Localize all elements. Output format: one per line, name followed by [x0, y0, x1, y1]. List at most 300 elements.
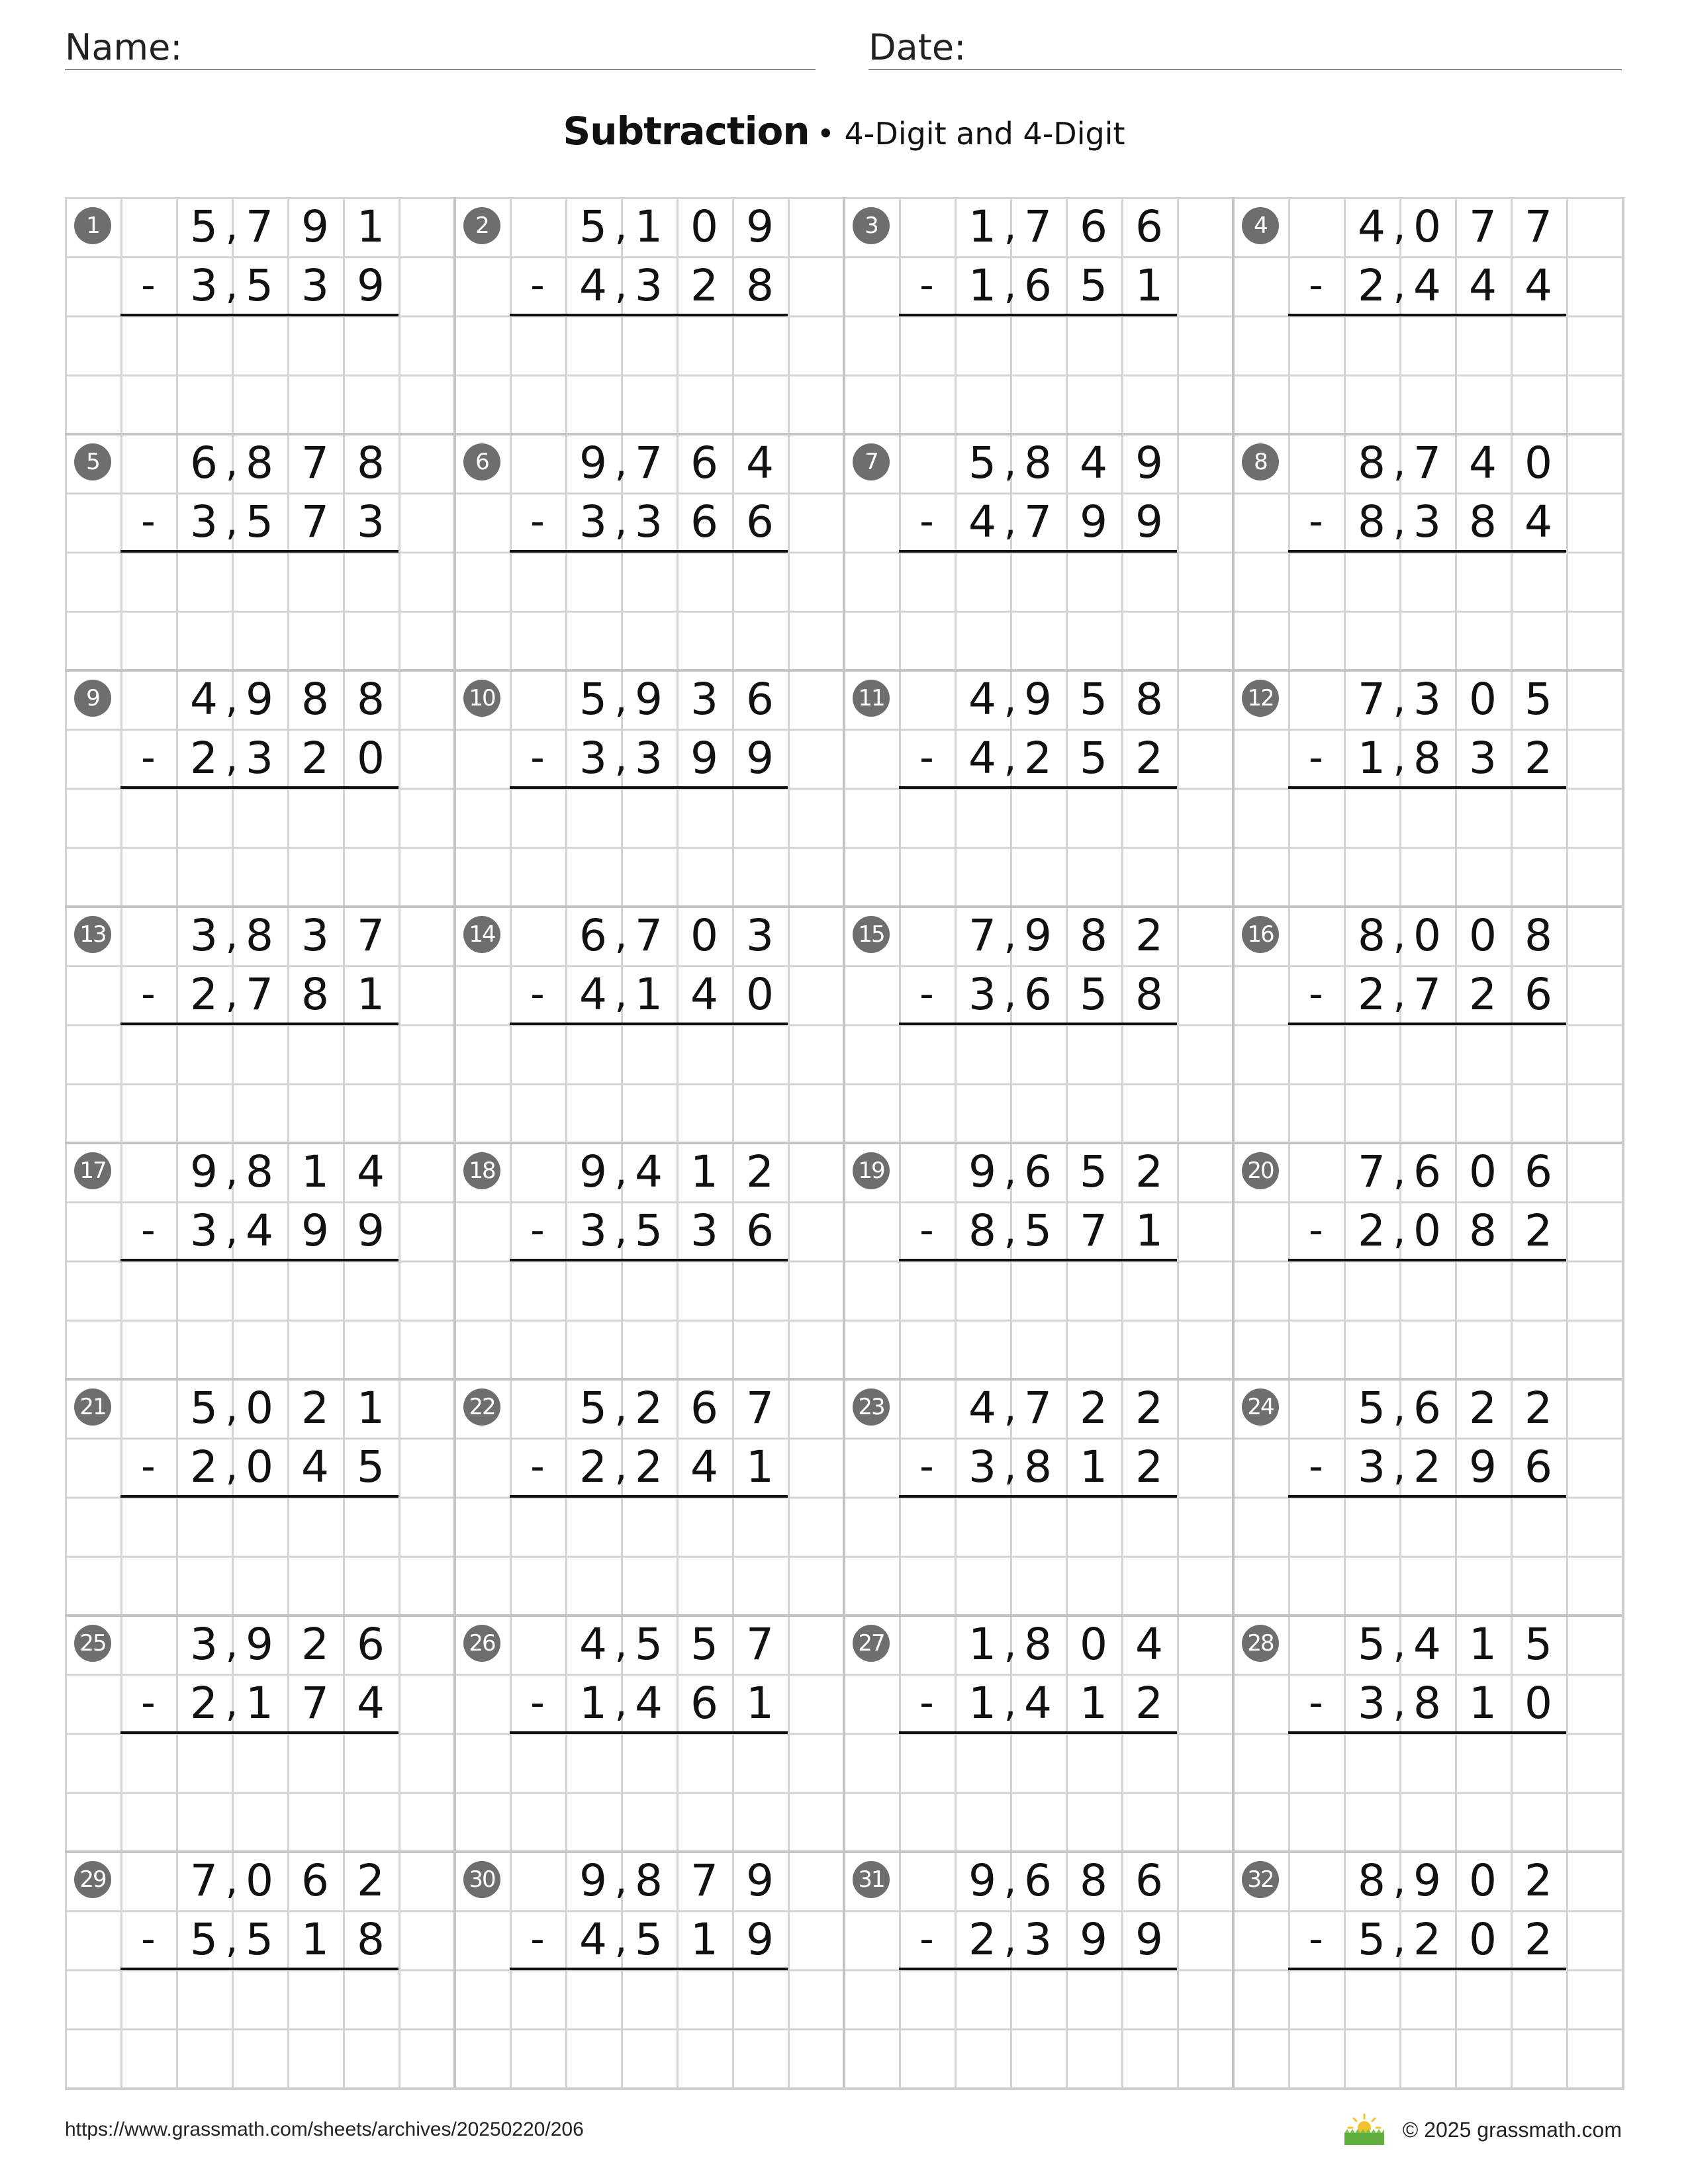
- subtrahend-digit: 2: [1524, 1914, 1552, 1966]
- subtrahend-digit: 4: [968, 496, 996, 548]
- subtrahend-digit: 4: [1413, 260, 1441, 312]
- minuend-digit: 3: [746, 910, 774, 961]
- minuend-digit: 5: [1524, 1619, 1552, 1670]
- problem-number-badge: 9: [74, 680, 111, 717]
- minuend-digit: 2: [635, 1383, 663, 1433]
- problem-number-badge: 3: [853, 207, 890, 244]
- minuend-digit: 7: [635, 910, 663, 961]
- subtrahend-digit: 3: [190, 496, 218, 548]
- subtrahend-digit: 0: [1524, 1678, 1552, 1729]
- subtrahend-comma: ,: [225, 1207, 238, 1254]
- subtrahend-digit: 9: [1135, 496, 1163, 548]
- minuend-digit: 1: [1469, 1619, 1497, 1670]
- subtrahend-digit: 3: [1469, 733, 1497, 784]
- minus-sign: -: [141, 1916, 156, 1962]
- answer-line: [120, 786, 399, 789]
- minus-sign: -: [530, 971, 545, 1017]
- subtrahend-digit: 6: [746, 1205, 774, 1257]
- minuend-digit: 8: [1358, 1855, 1385, 1906]
- minus-sign: -: [919, 1916, 934, 1962]
- subtrahend-comma: ,: [1393, 1916, 1406, 1963]
- answer-line: [899, 1495, 1177, 1498]
- subtrahend-digit: 5: [635, 1205, 663, 1257]
- subtrahend-digit: 2: [1135, 1441, 1163, 1493]
- subtrahend-digit: 5: [357, 1441, 385, 1493]
- problem-17: [65, 1142, 454, 1379]
- minuend-digit: 7: [746, 1619, 774, 1670]
- minus-sign: -: [919, 971, 934, 1017]
- minuend-digit: 5: [579, 201, 607, 252]
- subtrahend-digit: 3: [635, 260, 663, 312]
- subtrahend-digit: 4: [579, 260, 607, 312]
- subtrahend-digit: 4: [246, 1205, 273, 1257]
- problem-number-badge: 2: [463, 207, 500, 244]
- subtrahend-digit: 2: [1469, 969, 1497, 1021]
- minuend-digit: 6: [1524, 1146, 1552, 1197]
- subtrahend-digit: 3: [968, 1441, 996, 1493]
- minuend-digit: 9: [579, 437, 607, 488]
- minuend-digit: 6: [1024, 1855, 1052, 1906]
- minuend-digit: 9: [301, 201, 329, 252]
- minuend-digit: 5: [1524, 674, 1552, 725]
- problem-26: [454, 1615, 843, 1851]
- subtrahend-comma: ,: [614, 1916, 628, 1963]
- problem-number-badge: 6: [463, 443, 500, 480]
- minuend-comma: ,: [1004, 912, 1017, 958]
- problem-number-badge: 25: [74, 1625, 111, 1662]
- subtrahend-digit: 5: [1080, 969, 1107, 1021]
- minuend-digit: 2: [1469, 1383, 1497, 1433]
- minuend-digit: 8: [1080, 1855, 1107, 1906]
- minuend-comma: ,: [614, 203, 628, 250]
- minuend-comma: ,: [1393, 1857, 1406, 1903]
- minuend-comma: ,: [225, 912, 238, 958]
- problem-number-badge: 20: [1242, 1152, 1279, 1189]
- problem-10: [454, 670, 843, 906]
- subtrahend-digit: 1: [968, 1678, 996, 1729]
- minuend-comma: ,: [1393, 1385, 1406, 1431]
- answer-line: [510, 1023, 788, 1025]
- problem-29: [65, 1851, 454, 2087]
- subtrahend-digit: 1: [1080, 1678, 1107, 1729]
- subtrahend-digit: 2: [1135, 733, 1163, 784]
- subtrahend-digit: 2: [635, 1441, 663, 1493]
- subtrahend-digit: 2: [190, 1678, 218, 1729]
- problem-5: [65, 433, 454, 670]
- minuend-digit: 1: [357, 201, 385, 252]
- minus-sign: -: [141, 971, 156, 1017]
- minuend-digit: 8: [246, 1146, 273, 1197]
- problem-31: [843, 1851, 1233, 2087]
- minuend-digit: 7: [246, 201, 273, 252]
- minuend-digit: 8: [1358, 910, 1385, 961]
- minuend-digit: 6: [1024, 1146, 1052, 1197]
- subtrahend-digit: 4: [1024, 1678, 1052, 1729]
- answer-line: [1288, 1259, 1566, 1261]
- minuend-comma: ,: [614, 912, 628, 958]
- subtrahend-digit: 2: [579, 1441, 607, 1493]
- minuend-comma: ,: [1393, 203, 1406, 250]
- minus-sign: -: [141, 1680, 156, 1726]
- minus-sign: -: [530, 498, 545, 545]
- answer-line: [1288, 314, 1566, 316]
- minuend-digit: 4: [968, 674, 996, 725]
- subtrahend-comma: ,: [1393, 262, 1406, 309]
- minuend-digit: 2: [1524, 1383, 1552, 1433]
- subtrahend-digit: 6: [746, 496, 774, 548]
- minuend-digit: 0: [1469, 910, 1497, 961]
- name-field[interactable]: [65, 26, 816, 70]
- subtrahend-digit: 9: [746, 1914, 774, 1966]
- subtrahend-digit: 8: [1413, 733, 1441, 784]
- date-label: Date:: [868, 26, 966, 68]
- minuend-digit: 6: [301, 1855, 329, 1906]
- minuend-digit: 4: [579, 1619, 607, 1670]
- subtrahend-digit: 3: [1024, 1914, 1052, 1966]
- minus-sign: -: [1309, 1443, 1323, 1490]
- minuend-digit: 0: [690, 201, 718, 252]
- problem-number-badge: 12: [1242, 680, 1279, 717]
- minuend-comma: ,: [1393, 1148, 1406, 1195]
- minuend-digit: 2: [1135, 1383, 1163, 1433]
- subtrahend-digit: 7: [1080, 1205, 1107, 1257]
- answer-line: [1288, 786, 1566, 789]
- subtrahend-digit: 3: [190, 1205, 218, 1257]
- subtrahend-comma: ,: [614, 971, 628, 1018]
- subtrahend-digit: 3: [1358, 1441, 1385, 1493]
- problem-number-badge: 22: [463, 1388, 500, 1426]
- minuend-digit: 8: [357, 437, 385, 488]
- problem-15: [843, 906, 1233, 1142]
- subtrahend-digit: 9: [1135, 1914, 1163, 1966]
- minuend-digit: 2: [1080, 1383, 1107, 1433]
- subtrahend-digit: 0: [1413, 1205, 1441, 1257]
- subtrahend-digit: 2: [1358, 969, 1385, 1021]
- subtrahend-digit: 0: [246, 1441, 273, 1493]
- subtrahend-digit: 4: [1524, 260, 1552, 312]
- minuend-digit: 7: [1413, 437, 1441, 488]
- minuend-comma: ,: [614, 1148, 628, 1195]
- minuend-digit: 7: [1024, 1383, 1052, 1433]
- minuend-digit: 3: [690, 674, 718, 725]
- subtrahend-comma: ,: [1393, 971, 1406, 1018]
- minuend-digit: 2: [301, 1619, 329, 1670]
- problem-19: [843, 1142, 1233, 1379]
- problem-number-badge: 7: [853, 443, 890, 480]
- answer-line: [120, 550, 399, 553]
- subtrahend-digit: 1: [246, 1678, 273, 1729]
- subtrahend-comma: ,: [225, 262, 238, 309]
- minus-sign: -: [141, 1443, 156, 1490]
- minuend-comma: ,: [614, 1857, 628, 1903]
- minus-sign: -: [919, 498, 934, 545]
- problem-number-badge: 4: [1242, 207, 1279, 244]
- minuend-digit: 5: [690, 1619, 718, 1670]
- minuend-digit: 7: [746, 1383, 774, 1433]
- problem-number-badge: 1: [74, 207, 111, 244]
- subtrahend-digit: 3: [190, 260, 218, 312]
- minuend-digit: 2: [746, 1146, 774, 1197]
- subtrahend-digit: 2: [1358, 260, 1385, 312]
- problem-23: [843, 1379, 1233, 1615]
- minuend-comma: ,: [1393, 912, 1406, 958]
- minus-sign: -: [1309, 262, 1323, 308]
- minuend-digit: 7: [301, 437, 329, 488]
- subtrahend-digit: 3: [246, 733, 273, 784]
- subtrahend-digit: 2: [1024, 733, 1052, 784]
- minus-sign: -: [919, 1680, 934, 1726]
- minuend-digit: 0: [1469, 1146, 1497, 1197]
- subtrahend-digit: 2: [190, 969, 218, 1021]
- minuend-digit: 0: [1524, 437, 1552, 488]
- minuend-digit: 8: [1080, 910, 1107, 961]
- minus-sign: -: [530, 1207, 545, 1253]
- answer-line: [510, 1968, 788, 1970]
- problem-number-badge: 30: [463, 1861, 500, 1898]
- minuend-comma: ,: [1004, 1857, 1017, 1903]
- minuend-digit: 9: [968, 1855, 996, 1906]
- subtrahend-digit: 3: [579, 733, 607, 784]
- problem-number-badge: 26: [463, 1625, 500, 1662]
- problem-number-badge: 29: [74, 1861, 111, 1898]
- minuend-digit: 5: [190, 1383, 218, 1433]
- problem-3: [843, 197, 1233, 433]
- subtrahend-digit: 3: [357, 496, 385, 548]
- minuend-digit: 4: [1358, 201, 1385, 252]
- subtrahend-comma: ,: [1393, 735, 1406, 782]
- subtrahend-comma: ,: [1004, 1443, 1017, 1490]
- subtrahend-digit: 5: [1358, 1914, 1385, 1966]
- minuend-digit: 5: [968, 437, 996, 488]
- subtrahend-digit: 1: [1469, 1678, 1497, 1729]
- minuend-digit: 9: [968, 1146, 996, 1197]
- subtrahend-comma: ,: [1004, 971, 1017, 1018]
- date-field[interactable]: [868, 26, 1622, 70]
- subtrahend-digit: 8: [1413, 1678, 1441, 1729]
- copyright-text: © 2025 grassmath.com: [1402, 2117, 1622, 2142]
- minuend-comma: ,: [1004, 1385, 1017, 1431]
- problem-11: [843, 670, 1233, 906]
- minuend-digit: 9: [579, 1146, 607, 1197]
- minuend-digit: 9: [635, 674, 663, 725]
- minuend-digit: 8: [1024, 1619, 1052, 1670]
- answer-line: [899, 314, 1177, 316]
- problem-30: [454, 1851, 843, 2087]
- minuend-digit: 7: [1358, 1146, 1385, 1197]
- minuend-digit: 9: [746, 1855, 774, 1906]
- problem-25: [65, 1615, 454, 1851]
- minuend-digit: 0: [1413, 201, 1441, 252]
- problem-9: [65, 670, 454, 906]
- subtrahend-digit: 2: [1358, 1205, 1385, 1257]
- problem-8: [1233, 433, 1622, 670]
- answer-line: [120, 1259, 399, 1261]
- minuend-digit: 1: [690, 1146, 718, 1197]
- subtrahend-digit: 7: [301, 496, 329, 548]
- subtrahend-comma: ,: [1004, 1916, 1017, 1963]
- minuend-digit: 9: [246, 674, 273, 725]
- minuend-digit: 6: [690, 437, 718, 488]
- minus-sign: -: [530, 262, 545, 308]
- minuend-digit: 6: [746, 674, 774, 725]
- subtrahend-digit: 1: [1135, 1205, 1163, 1257]
- minuend-comma: ,: [1004, 676, 1017, 722]
- answer-line: [120, 1968, 399, 1970]
- problem-number-badge: 18: [463, 1152, 500, 1189]
- minuend-digit: 6: [1080, 201, 1107, 252]
- subtrahend-comma: ,: [614, 262, 628, 309]
- problem-18: [454, 1142, 843, 1379]
- subtrahend-digit: 7: [301, 1678, 329, 1729]
- subtrahend-digit: 1: [746, 1678, 774, 1729]
- subtrahend-comma: ,: [225, 1916, 238, 1963]
- answer-line: [1288, 550, 1566, 553]
- minus-sign: -: [919, 1443, 934, 1490]
- subtrahend-digit: 1: [357, 969, 385, 1021]
- problem-number-badge: 17: [74, 1152, 111, 1189]
- subtrahend-comma: ,: [614, 1443, 628, 1490]
- minuend-digit: 0: [1413, 910, 1441, 961]
- subtrahend-digit: 9: [746, 733, 774, 784]
- minuend-comma: ,: [1004, 1621, 1017, 1667]
- minuend-comma: ,: [225, 1621, 238, 1667]
- subtrahend-digit: 8: [1024, 1441, 1052, 1493]
- subtrahend-digit: 9: [1080, 1914, 1107, 1966]
- subtrahend-comma: ,: [225, 1443, 238, 1490]
- minuend-digit: 5: [1080, 674, 1107, 725]
- minus-sign: -: [1309, 498, 1323, 545]
- problem-number-badge: 16: [1242, 916, 1279, 953]
- minus-sign: -: [919, 735, 934, 781]
- subtrahend-digit: 2: [690, 260, 718, 312]
- minuend-digit: 4: [190, 674, 218, 725]
- subtrahend-digit: 7: [1413, 969, 1441, 1021]
- minuend-digit: 4: [1413, 1619, 1441, 1670]
- subtrahend-digit: 4: [579, 1914, 607, 1966]
- minuend-digit: 5: [1358, 1383, 1385, 1433]
- minuend-digit: 3: [190, 910, 218, 961]
- minuend-comma: ,: [1393, 439, 1406, 486]
- minuend-digit: 8: [246, 437, 273, 488]
- subtrahend-digit: 3: [1413, 496, 1441, 548]
- subtrahend-digit: 9: [301, 1205, 329, 1257]
- answer-line: [510, 1259, 788, 1261]
- subtrahend-digit: 1: [579, 1678, 607, 1729]
- subtrahend-comma: ,: [225, 498, 238, 545]
- subtrahend-digit: 7: [246, 969, 273, 1021]
- minuend-digit: 2: [1524, 1855, 1552, 1906]
- minuend-digit: 7: [1024, 201, 1052, 252]
- minus-sign: -: [530, 735, 545, 781]
- subtrahend-comma: ,: [1393, 498, 1406, 545]
- minuend-comma: ,: [1004, 203, 1017, 250]
- minuend-digit: 8: [1524, 910, 1552, 961]
- problem-2: [454, 197, 843, 433]
- subtrahend-digit: 4: [690, 1441, 718, 1493]
- minuend-digit: 5: [579, 1383, 607, 1433]
- minuend-digit: 0: [246, 1855, 273, 1906]
- answer-line: [1288, 1495, 1566, 1498]
- minus-sign: -: [530, 1443, 545, 1490]
- subtrahend-digit: 4: [1469, 260, 1497, 312]
- minuend-comma: ,: [614, 439, 628, 486]
- answer-line: [1288, 1731, 1566, 1734]
- minus-sign: -: [1309, 1680, 1323, 1726]
- subtrahend-digit: 5: [635, 1914, 663, 1966]
- minuend-comma: ,: [614, 1621, 628, 1667]
- subtrahend-digit: 3: [690, 1205, 718, 1257]
- grass-sun-logo-icon: [1340, 2112, 1388, 2148]
- problem-22: [454, 1379, 843, 1615]
- answer-line: [899, 1259, 1177, 1261]
- minuend-digit: 8: [1135, 674, 1163, 725]
- subtrahend-digit: 6: [690, 1678, 718, 1729]
- problem-32: [1233, 1851, 1622, 2087]
- minuend-digit: 6: [1135, 1855, 1163, 1906]
- minuend-comma: ,: [225, 1857, 238, 1903]
- minuend-digit: 4: [635, 1146, 663, 1197]
- subtrahend-comma: ,: [225, 735, 238, 782]
- minuend-digit: 6: [190, 437, 218, 488]
- minuend-digit: 6: [579, 910, 607, 961]
- minuend-digit: 7: [635, 437, 663, 488]
- subtrahend-digit: 1: [1358, 733, 1385, 784]
- answer-line: [510, 1495, 788, 1498]
- minus-sign: -: [141, 262, 156, 308]
- minus-sign: -: [530, 1916, 545, 1962]
- subtrahend-digit: 6: [690, 496, 718, 548]
- minuend-comma: ,: [225, 439, 238, 486]
- problem-4: [1233, 197, 1622, 433]
- problem-number-badge: 23: [853, 1388, 890, 1426]
- subtrahend-digit: 6: [1024, 969, 1052, 1021]
- minuend-digit: 6: [1413, 1146, 1441, 1197]
- minuend-digit: 8: [1358, 437, 1385, 488]
- subtrahend-digit: 2: [1413, 1441, 1441, 1493]
- subtrahend-comma: ,: [1004, 1680, 1017, 1727]
- subtrahend-digit: 8: [1135, 969, 1163, 1021]
- footer-branding: [1340, 2111, 1622, 2148]
- minuend-digit: 1: [357, 1383, 385, 1433]
- minuend-digit: 4: [1469, 437, 1497, 488]
- subtrahend-comma: ,: [614, 1207, 628, 1254]
- problem-12: [1233, 670, 1622, 906]
- minuend-digit: 3: [1413, 674, 1441, 725]
- subtrahend-digit: 2: [1524, 733, 1552, 784]
- minuend-digit: 7: [1469, 201, 1497, 252]
- problem-21: [65, 1379, 454, 1615]
- problem-number-badge: 32: [1242, 1861, 1279, 1898]
- subtrahend-digit: 3: [301, 260, 329, 312]
- minuend-digit: 4: [746, 437, 774, 488]
- minus-sign: -: [530, 1680, 545, 1726]
- problem-number-badge: 15: [853, 916, 890, 953]
- answer-line: [899, 1023, 1177, 1025]
- minuend-digit: 8: [357, 674, 385, 725]
- subtrahend-digit: 9: [357, 1205, 385, 1257]
- minuend-digit: 9: [1135, 437, 1163, 488]
- subtrahend-digit: 4: [579, 969, 607, 1021]
- answer-line: [510, 314, 788, 316]
- subtrahend-digit: 5: [246, 496, 273, 548]
- subtrahend-digit: 8: [1469, 1205, 1497, 1257]
- subtrahend-comma: ,: [1004, 735, 1017, 782]
- minus-sign: -: [919, 262, 934, 308]
- minuend-digit: 3: [301, 910, 329, 961]
- subtrahend-comma: ,: [225, 1680, 238, 1727]
- minus-sign: -: [141, 1207, 156, 1253]
- answer-line: [120, 314, 399, 316]
